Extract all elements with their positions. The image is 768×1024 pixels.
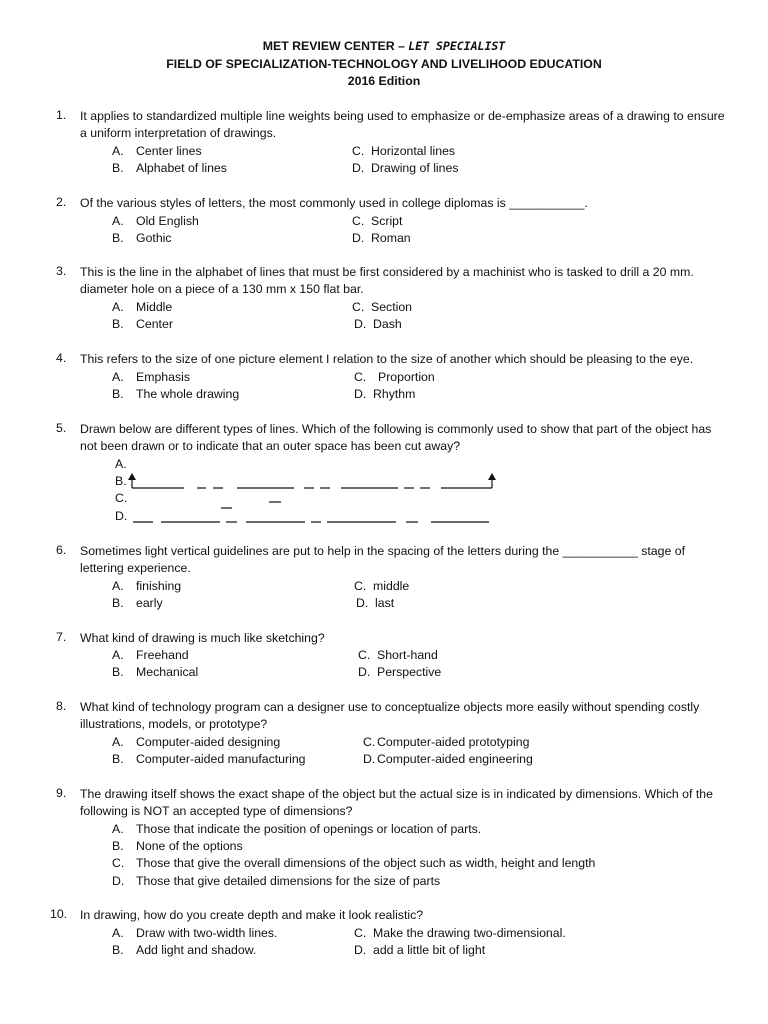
option-b: B. The whole drawing — [112, 387, 240, 401]
question-number: 2. — [56, 195, 67, 209]
option-a: A. Emphasis — [112, 370, 190, 384]
question-number: 8. — [56, 699, 67, 713]
option-d: D. last — [356, 596, 395, 610]
option-c: C. Horizontal lines — [352, 144, 456, 158]
option-d: D. add a little bit of light — [354, 943, 486, 957]
option-a: A. Center lines — [112, 144, 202, 158]
question-number: 3. — [56, 264, 67, 278]
option-c: C. Those that give the overall dimensions of the object such as width, height and length — [112, 856, 596, 870]
question-number: 4. — [56, 351, 67, 365]
option-c: C. Computer-aided prototyping — [363, 735, 530, 749]
line-sample-c — [221, 502, 281, 508]
option-a: A. Middle — [112, 300, 173, 314]
question-number: 7. — [56, 630, 67, 644]
option-d: D. — [115, 509, 128, 523]
option-c: C. middle — [354, 579, 410, 593]
option-d: D. Roman — [352, 231, 411, 245]
option-b: B. Alphabet of lines — [112, 161, 227, 175]
header-title — [0, 38, 768, 55]
option-d: D. Dash — [354, 317, 402, 331]
option-a: A. Old English — [112, 214, 199, 228]
field-title: FIELD OF SPECIALIZATION-TECHNOLOGY AND LIVELIHOOD EDUCATION — [166, 57, 602, 71]
option-c: C. Proportion — [354, 370, 435, 384]
option-a: A. Freehand — [112, 648, 189, 662]
option-d: D. Perspective — [358, 665, 442, 679]
question-text: This is the line in the alphabet of lines that must be first considered by a machinist who is tasked to drill a 20 mm. diameter hole on a piece of a 130 mm x 150 flat bar. — [80, 265, 694, 296]
question-text: Sometimes light vertical guidelines are put to help in the spacing of the letters during the ___________ stage of lettering experience. — [80, 544, 685, 575]
option-a: A. Draw with two-width lines. — [112, 926, 278, 940]
center-name: MET REVIEW CENTER – — [262, 39, 405, 53]
question-text: In drawing, how do you create depth and make it look realistic? — [80, 908, 424, 922]
option-b: B. early — [112, 596, 163, 610]
question-text: The drawing itself shows the exact shape of the object but the actual size is in indicated by dimensions. Which of the following is NOT an accepted type of dimensions? — [80, 787, 713, 818]
option-d: D. Rhythm — [354, 387, 416, 401]
center-subtitle: LET SPECIALIST — [408, 39, 506, 53]
option-b: B. — [115, 474, 127, 488]
option-c: C. Short-hand — [358, 648, 438, 662]
option-b: B. Gothic — [112, 231, 172, 245]
option-c: C. Make the drawing two-dimensional. — [354, 926, 566, 940]
edition: 2016 Edition — [347, 74, 421, 88]
question-number: 9. — [56, 786, 67, 800]
option-a: A. Those that indicate the position of openings or location of parts. — [112, 822, 482, 836]
option-b: B. Computer-aided manufacturing — [112, 752, 306, 766]
option-d: D. Those that give detailed dimensions for the size of parts — [112, 874, 441, 888]
question-number: 6. — [56, 543, 67, 557]
line-sample-b — [132, 477, 492, 488]
option-c: C. — [115, 491, 128, 505]
option-b: B. None of the options — [112, 839, 243, 853]
arrow-icon — [128, 473, 496, 480]
option-b: B. Center — [112, 317, 173, 331]
question-text: What kind of technology program can a designer use to conceptualize objects more easily without spending costly illustrations, models, or prototype? — [80, 700, 700, 731]
option-a: A. — [115, 457, 127, 471]
question-number: 1. — [56, 108, 67, 122]
question-text: This refers to the size of one picture element I relation to the size of another which should be pleasing to the eye. — [80, 352, 694, 366]
option-b: B. Mechanical — [112, 665, 199, 679]
option-d: D. Computer-aided engineering — [363, 752, 533, 766]
question-text: Drawn below are different types of lines. Which of the following is commonly used to show that part of the object has not been drawn or to indicate that an outer space has been cut away? — [80, 422, 712, 453]
option-a: A. Computer-aided designing — [112, 735, 281, 749]
question-text: What kind of drawing is much like sketching? — [80, 631, 325, 645]
option-a: A. finishing — [112, 579, 182, 593]
question-text: Of the various styles of letters, the most commonly used in college diplomas is ___________. — [80, 196, 588, 210]
question-text: It applies to standardized multiple line weights being used to emphasize or de-emphasize areas of a drawing to ensure a uniform interpretation of drawings. — [80, 109, 725, 140]
option-c: C. Script — [352, 214, 403, 228]
question-number: 5. — [56, 421, 67, 435]
option-d: D. Drawing of lines — [352, 161, 459, 175]
question-number: 10. — [50, 907, 68, 921]
option-b: B. Add light and shadow. — [112, 943, 257, 957]
option-c: C. Section — [352, 300, 413, 314]
